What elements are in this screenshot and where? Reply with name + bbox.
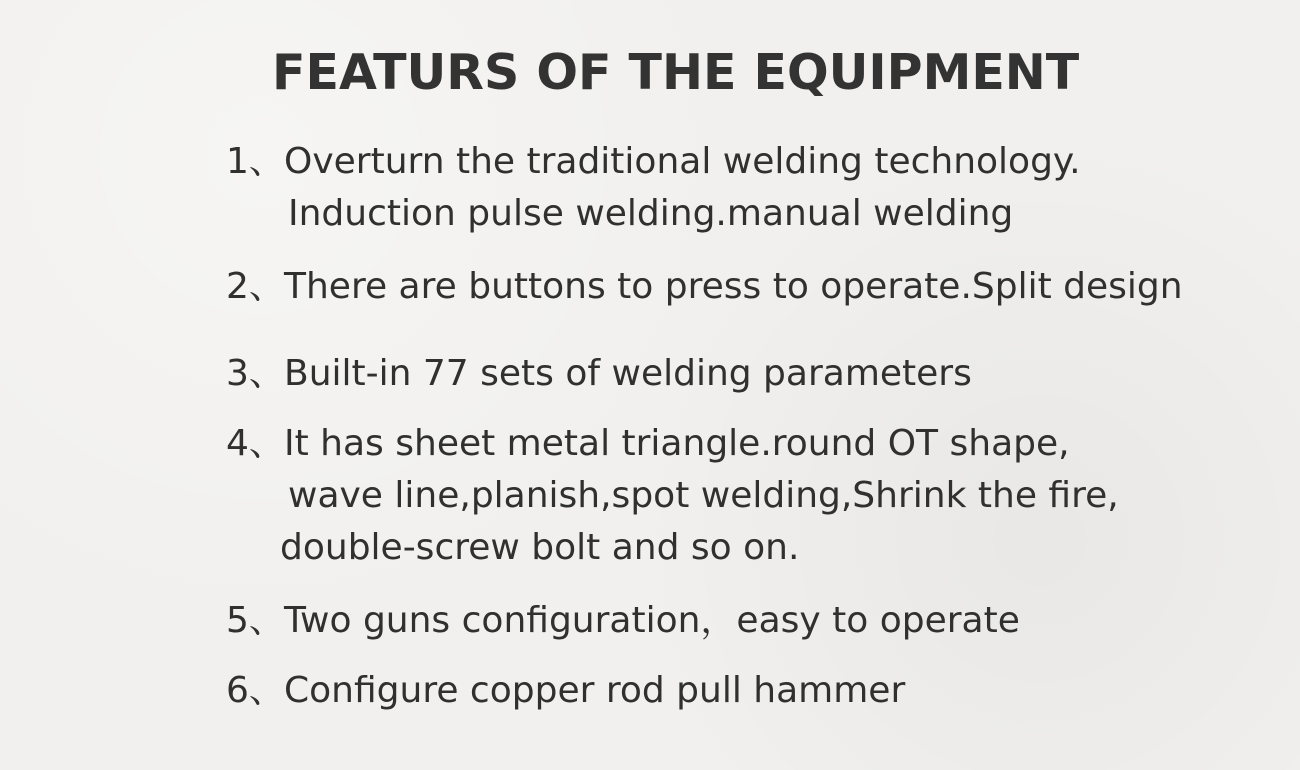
feature-number-4: 4、 — [226, 423, 285, 464]
feature-number-2: 2、 — [226, 266, 285, 307]
feature-item-4 — [226, 418, 1119, 574]
feature-number-5: 5、 — [226, 600, 285, 641]
feature-4-line-1: It has sheet metal triangle.round OT shape, — [284, 423, 1070, 464]
feature-item-3 — [226, 348, 972, 400]
feature-3-line-1: Built-in 77 sets of welding parameters — [284, 353, 972, 394]
feature-4-line-2: wave line,planish,spot welding,Shrink the fire, — [288, 475, 1119, 516]
feature-item-5 — [226, 595, 1020, 647]
feature-item-1 — [226, 136, 1081, 240]
page-title: FEATURS OF THE EQUIPMENT — [272, 44, 1080, 101]
feature-4-line-3: double-screw bolt and so on. — [280, 527, 800, 568]
feature-5-line-1: Two guns configuration，easy to operate — [284, 600, 1020, 641]
feature-number-6: 6、 — [226, 670, 285, 711]
feature-1-line-2: Induction pulse welding.manual welding — [288, 193, 1014, 234]
feature-number-1: 1、 — [226, 141, 285, 182]
feature-6-line-1: Configure copper rod pull hammer — [284, 670, 906, 711]
feature-2-line-1: There are buttons to press to operate.Split design — [284, 266, 1183, 307]
feature-item-6 — [226, 665, 905, 717]
feature-item-2 — [226, 261, 1183, 313]
feature-number-3: 3、 — [226, 353, 285, 394]
feature-1-line-1: Overturn the traditional welding technology. — [284, 141, 1081, 182]
